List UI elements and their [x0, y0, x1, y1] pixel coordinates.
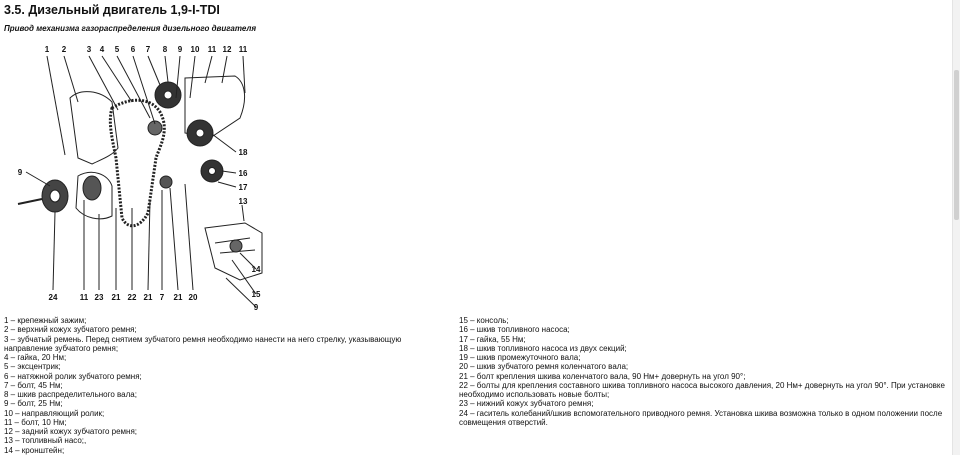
callout-number: 21: [111, 293, 121, 302]
timing-belt-part: [110, 100, 164, 226]
legend-item: 13 – топливный насо;,: [4, 436, 87, 446]
callout-number: 14: [251, 265, 261, 274]
callout-number: 7: [145, 45, 151, 54]
legend-item: 16 – шкив топливного насоса;: [459, 325, 570, 335]
callout-number: 24: [48, 293, 58, 302]
callout-number: 7: [159, 293, 165, 302]
callout-number: 20: [188, 293, 198, 302]
callout-number: 1: [44, 45, 50, 54]
legend-item: 10 – направляющий ролик;: [4, 408, 105, 418]
legend-item: 17 – гайка, 55 Нм;: [459, 334, 526, 344]
legend-list-left: [4, 316, 444, 455]
intermediate-shaft-pulley-part: [160, 176, 172, 188]
callout-number: 11: [238, 45, 248, 54]
callout-number: 21: [173, 293, 183, 302]
callout-number: 11: [207, 45, 217, 54]
timing-belt-diagram: [0, 38, 290, 313]
legend-list-right: [459, 316, 949, 427]
callout-number: 10: [190, 45, 200, 54]
callout-number: 4: [99, 45, 105, 54]
legend-item: 22 – болты для крепления составного шкива топливного насоса высокого давления, 20 Нм+ довернуть на угол 90°. При установке необходимо использовать новые болты;: [459, 380, 945, 399]
callout-number: 9: [17, 168, 23, 177]
callout-number: 22: [127, 293, 137, 302]
callout-number: 9: [253, 303, 259, 312]
crankshaft-pulley-part: [83, 176, 101, 200]
legend-item: 9 – болт, 25 Нм;: [4, 399, 63, 409]
upper-cover-part: [70, 92, 118, 164]
callout-number: 8: [162, 45, 168, 54]
callout-number: 16: [238, 169, 248, 178]
callout-number: 18: [238, 148, 248, 157]
callout-number: 12: [222, 45, 232, 54]
legend-item: 24 – гаситель колебаний/шкив вспомогательного приводного ремня. Установка шкива возможна только в одном положении после совмещения отверстий.: [459, 408, 943, 427]
callout-number: 6: [130, 45, 136, 54]
callout-number: 2: [61, 45, 67, 54]
legend-item: 23 – нижний кожух зубчатого ремня;: [459, 399, 594, 409]
legend-item: 3 – зубчатый ремень. Перед снятием зубчатого ремня необходимо нанести на него стрелку, указывающую направление зубчатого ремня;: [4, 334, 402, 353]
callout-number: 3: [86, 45, 92, 54]
callout-number: 23: [94, 293, 104, 302]
legend-item: 14 – кронштейн;: [4, 445, 65, 455]
callout-number: 5: [114, 45, 120, 54]
callout-number: 11: [79, 293, 89, 302]
legend-item: 20 – шкив зубчатого ремня коленчатого вала;: [459, 362, 629, 372]
callout-number: 15: [251, 290, 261, 299]
legend-item: 15 – консоль;: [459, 316, 509, 325]
legend-item: 2 – верхний кожух зубчатого ремня;: [4, 325, 137, 335]
callout-number: 21: [143, 293, 153, 302]
legend-item: 18 – шкив топливного насоса из двух секций;: [459, 343, 627, 353]
page-subtitle: Привод механизма газораспределения дизельного двигателя: [4, 24, 257, 33]
legend-item: 6 – натяжной ролик зубчатого ремня;: [4, 371, 142, 381]
callout-number: 9: [177, 45, 183, 54]
legend-item: 7 – болт, 45 Нм;: [4, 380, 63, 390]
legend-item: 1 – крепежный зажим;: [4, 316, 87, 325]
legend-item: 4 – гайка, 20 Нм;: [4, 353, 67, 362]
legend-item: 5 – эксцентрик;: [4, 362, 61, 372]
page-title: 3.5. Дизельный двигатель 1,9-I-TDI: [4, 3, 220, 17]
legend-item: 19 – шкив промежуточного вала;: [459, 353, 581, 362]
legend-item: 11 – болт, 10 Нм;: [4, 417, 67, 427]
callout-number: 13: [238, 197, 248, 206]
vertical-scrollbar[interactable]: [952, 0, 960, 455]
legend-item: 12 – задний кожух зубчатого ремня;: [4, 427, 138, 436]
legend-item: 21 – болт крепления шкива коленчатого вала, 90 Нм+ довернуть на угол 90°;: [459, 371, 746, 381]
scrollbar-thumb[interactable]: [954, 70, 959, 220]
callout-number: 17: [238, 183, 248, 192]
legend-item: 8 – шкив распределительного вала;: [4, 390, 137, 399]
